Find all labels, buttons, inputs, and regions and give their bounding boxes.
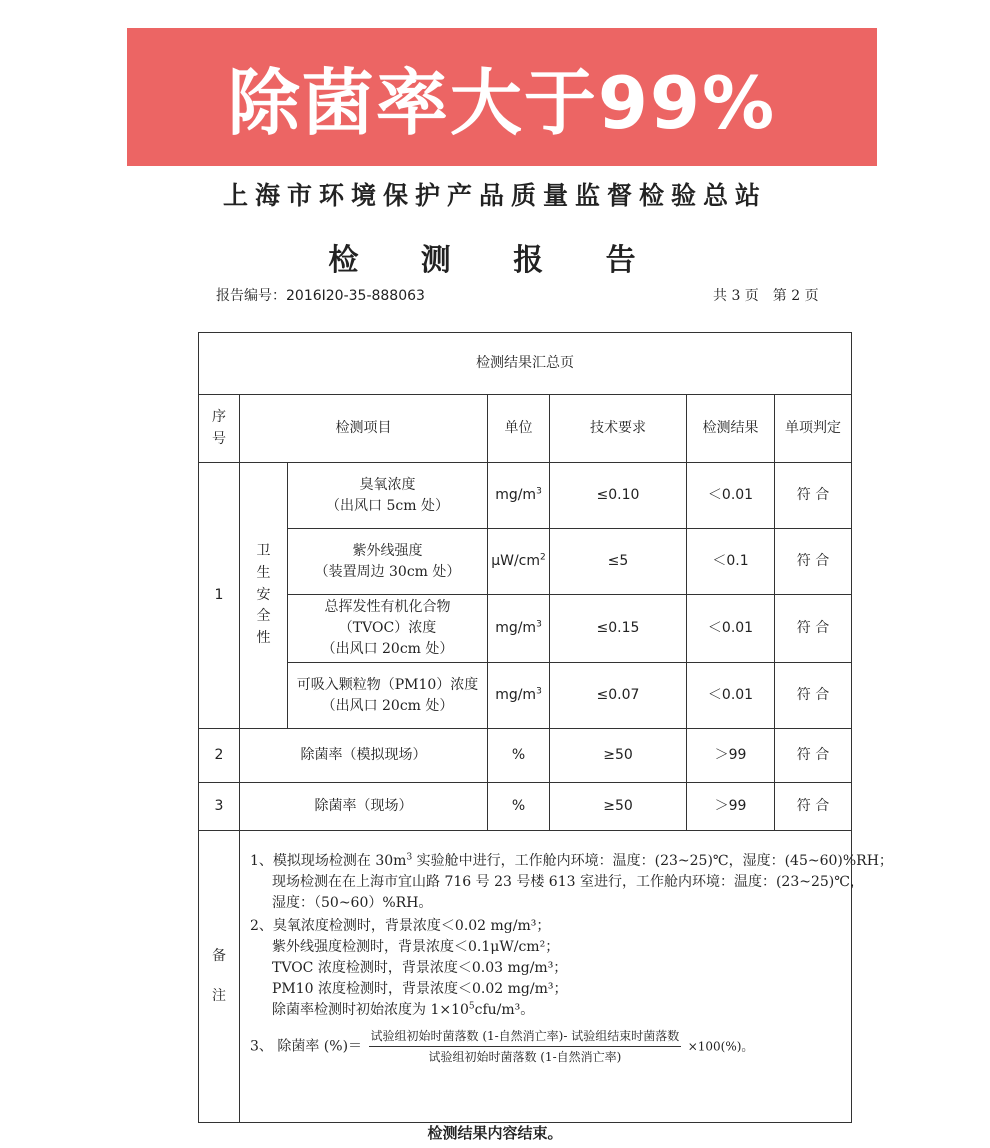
item-cell: 臭氧浓度 （出风口 5cm 处） bbox=[288, 463, 488, 529]
verdict-cell: 符 合 bbox=[775, 729, 852, 783]
unit-cell: $mg/m^3$ bbox=[488, 463, 550, 529]
note-2c: TVOC 浓度检测时，背景浓度＜0.03 mg/m³； bbox=[272, 960, 568, 976]
result-cell: ＜0.1 bbox=[687, 529, 775, 595]
table-title-row bbox=[199, 333, 852, 395]
verdict-cell: 符 合 bbox=[775, 783, 852, 831]
note-2b: 紫外线强度检测时，背景浓度＜0.1μW/cm²； bbox=[272, 939, 560, 955]
verdict-cell: 符 合 bbox=[775, 529, 852, 595]
note-1c: 湿度：（50~60）%RH。 bbox=[272, 895, 433, 911]
header-row bbox=[199, 395, 852, 463]
unit-cell: % bbox=[488, 783, 550, 831]
table-row bbox=[199, 595, 852, 663]
notes-content bbox=[240, 831, 893, 1123]
note-2e: 除菌率检测时初始浓度为 $1\times 10^5cfu/m^3$。 bbox=[272, 1001, 535, 1018]
formula-denominator: 试验组初始时菌落数 (1-自然消亡率) bbox=[428, 1050, 622, 1064]
unit-cell: $mg/m^3$ bbox=[488, 663, 550, 729]
seq-cell: 2 bbox=[199, 729, 240, 783]
verdict-cell: 符 合 bbox=[775, 663, 852, 729]
note-1b: 现场检测在在上海市宜山路 716 号 23 号楼 613 室进行，工作舱内环境：温度：(23~25)℃， bbox=[272, 874, 864, 890]
page-count: 共 3 页 第 2 页 bbox=[713, 288, 819, 304]
report-number: 报告编号：2016I20-35-888063 bbox=[216, 288, 425, 304]
banner-text: 除菌率大于99% bbox=[227, 61, 777, 145]
promo-banner bbox=[127, 28, 877, 166]
requirement-cell: ≤0.15 bbox=[550, 595, 687, 663]
result-cell: ＜0.01 bbox=[687, 595, 775, 663]
table-row bbox=[199, 783, 852, 831]
requirement-cell: ≤0.07 bbox=[550, 663, 687, 729]
note-2a: 2、臭氧浓度检测时，背景浓度＜0.02 mg/m³； bbox=[250, 918, 551, 934]
header-requirement: 技术要求 bbox=[550, 395, 687, 463]
result-cell: ＞99 bbox=[687, 783, 775, 831]
table-row bbox=[199, 729, 852, 783]
unit-cell: % bbox=[488, 729, 550, 783]
unit-cell: $mg/m^3$ bbox=[488, 595, 550, 663]
header-verdict: 单项判定 bbox=[775, 395, 852, 463]
table-title: 检测结果汇总页 bbox=[199, 333, 852, 395]
requirement-cell: ≥50 bbox=[550, 783, 687, 831]
unit-cell: $\mu W/cm^2$ bbox=[488, 529, 550, 595]
seq-cell: 3 bbox=[199, 783, 240, 831]
table-row bbox=[199, 663, 852, 729]
notes-row bbox=[199, 831, 852, 1123]
formula-numerator: 试验组初始时菌落数 (1-自然消亡率)- 试验组结束时菌落数 bbox=[369, 1027, 682, 1047]
verdict-cell: 符 合 bbox=[775, 463, 852, 529]
group-name: 卫生安全性 bbox=[256, 543, 271, 647]
requirement-cell: ≥50 bbox=[550, 729, 687, 783]
results-table bbox=[198, 332, 893, 1123]
group-seq: 1 bbox=[199, 463, 240, 729]
note-1a: 1、模拟现场检测在 $30m^3$ 实验舱中进行，工作舱内环境：温度：(23~25)℃，湿度：(45~60)%RH； bbox=[250, 852, 893, 869]
organization-name: 上海市环境保护产品质量监督检验总站 bbox=[222, 181, 767, 210]
notes-label: 备注 bbox=[212, 948, 226, 1004]
formula-fraction bbox=[369, 1027, 682, 1066]
item-cell: 除菌率（模拟现场） bbox=[240, 729, 488, 783]
verdict-cell: 符 合 bbox=[775, 595, 852, 663]
result-cell: ＜0.01 bbox=[687, 663, 775, 729]
table-row bbox=[199, 529, 852, 595]
table-row bbox=[199, 463, 852, 529]
header-item: 检测项目 bbox=[240, 395, 488, 463]
result-cell: ＞99 bbox=[687, 729, 775, 783]
report-title: 检 测 报 告 bbox=[328, 243, 662, 278]
item-cell: 除菌率（现场） bbox=[240, 783, 488, 831]
item-cell: 可吸入颗粒物（PM10）浓度 （出风口 20cm 处） bbox=[288, 663, 488, 729]
result-cell: ＜0.01 bbox=[687, 463, 775, 529]
note-2d: PM10 浓度检测时，背景浓度＜0.02 mg/m³； bbox=[272, 981, 568, 997]
header-seq: 序号 bbox=[212, 408, 226, 447]
requirement-cell: ≤0.10 bbox=[550, 463, 687, 529]
item-cell: 紫外线强度 （装置周边 30cm 处） bbox=[288, 529, 488, 595]
requirement-cell: ≤5 bbox=[550, 529, 687, 595]
item-cell: 总挥发性有机化合物 （TVOC）浓度 （出风口 20cm 处） bbox=[288, 595, 488, 663]
header-result: 检测结果 bbox=[687, 395, 775, 463]
header-unit: 单位 bbox=[488, 395, 550, 463]
end-statement: 检测结果内容结束。 bbox=[427, 1124, 563, 1142]
note-3-formula: 3、 除菌率 (%)＝ $\frac{\text{试验组初始时菌落数 (1-自然消亡率)- 试验组结束时菌落数}}{\text{试验组初始时菌落数 (1-自然消亡率)}}$ ×100(%)。 bbox=[250, 1029, 754, 1064]
